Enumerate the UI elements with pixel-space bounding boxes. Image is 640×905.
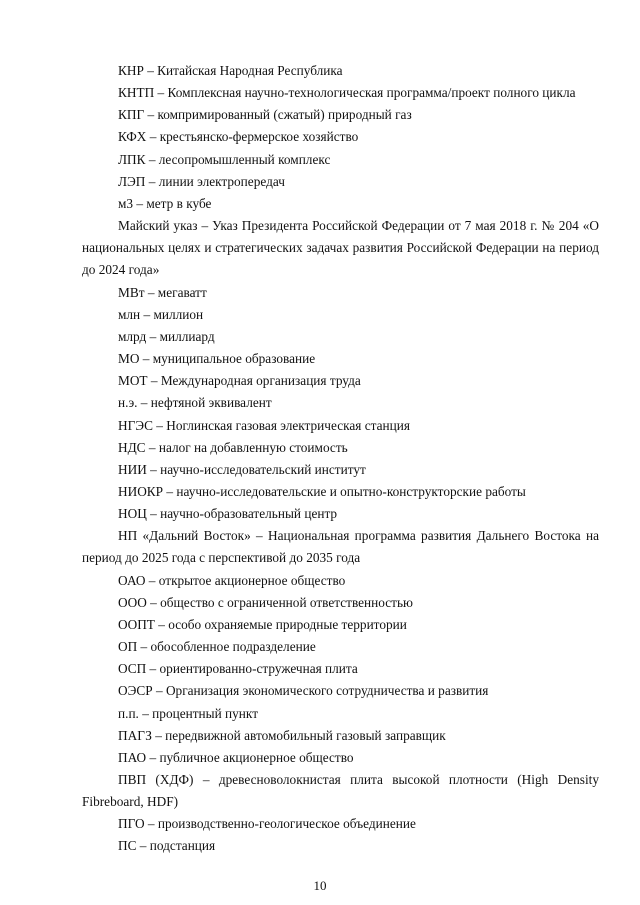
abbreviation-entry: ОСП – ориентированно-стружечная плита — [118, 661, 358, 677]
abbreviation-entry: ПАО – публичное акционерное общество — [118, 749, 354, 765]
abbreviation-entry: н.э. – нефтяной эквивалент — [118, 395, 272, 411]
abbreviation-entry: МО – муниципальное образование — [118, 351, 316, 367]
abbreviation-entry: НГЭС – Ноглинская газовая электрическая станция — [118, 417, 410, 433]
page-number: 10 — [313, 878, 327, 893]
abbreviation-entry: НП «Дальний Восток» – Национальная программа развития Дальнего Востока на период до 2025 года с перспективой до 2035 года — [82, 528, 599, 566]
abbreviation-entry: млрд – миллиард — [118, 328, 215, 344]
abbreviation-entry: НОЦ – научно-образовательный центр — [118, 506, 338, 522]
abbreviation-entry: ООПТ – особо охраняемые природные территории — [118, 616, 407, 632]
abbreviation-entry: ОЭСР – Организация экономического сотрудничества и развития — [118, 683, 489, 699]
abbreviation-entry: ПС – подстанция — [118, 838, 216, 854]
abbreviation-entry: ПВП (ХДФ) – древесноволокнистая плита высокой плотности (High Density Fibreboard, HDF) — [82, 772, 599, 810]
abbreviation-entry: ПАГЗ – передвижной автомобильный газовый заправщик — [118, 727, 446, 743]
abbreviation-entry: НДС – налог на добавленную стоимость — [118, 439, 348, 455]
abbreviation-entry: ЛЭП – линии электропередач — [118, 173, 285, 189]
abbreviation-entry: млн – миллион — [118, 306, 204, 322]
abbreviation-entry: ОП – обособленное подразделение — [118, 639, 316, 655]
abbreviation-entry: МВт – мегаватт — [118, 284, 207, 300]
abbreviation-entry: НИИ – научно-исследовательский институт — [118, 461, 366, 477]
abbreviation-entry: КФХ – крестьянско-фермерское хозяйство — [118, 129, 359, 145]
abbreviation-entry: КПГ – компримированный (сжатый) природный газ — [118, 107, 412, 123]
abbreviation-entry: ЛПК – лесопромышленный комплекс — [118, 151, 331, 167]
abbreviation-entry: м3 – метр в кубе — [118, 195, 212, 211]
abbreviation-entry: КНТП – Комплексная научно-технологическая программа/проект полного цикла — [118, 85, 576, 101]
abbreviation-entry: КНР – Китайская Народная Республика — [118, 63, 343, 78]
abbreviation-entry: ОАО – открытое акционерное общество — [118, 572, 346, 588]
abbreviation-entry: п.п. – процентный пункт — [118, 705, 259, 721]
abbreviation-entry: Майский указ – Указ Президента Российской Федерации от 7 мая 2018 г. № 204 «О национальных целях и стратегических задачах развития Российской Федерации на период до 2024 года» — [82, 218, 599, 278]
abbreviation-entry: МОТ – Международная организация труда — [118, 373, 361, 389]
abbreviation-entry: НИОКР – научно-исследовательские и опытно-конструкторские работы — [118, 483, 526, 499]
abbreviations-list — [82, 60, 599, 858]
abbreviation-entry: ПГО – производственно-геологическое объединение — [118, 816, 416, 832]
abbreviation-entry: ООО – общество с ограниченной ответственностью — [118, 594, 413, 610]
